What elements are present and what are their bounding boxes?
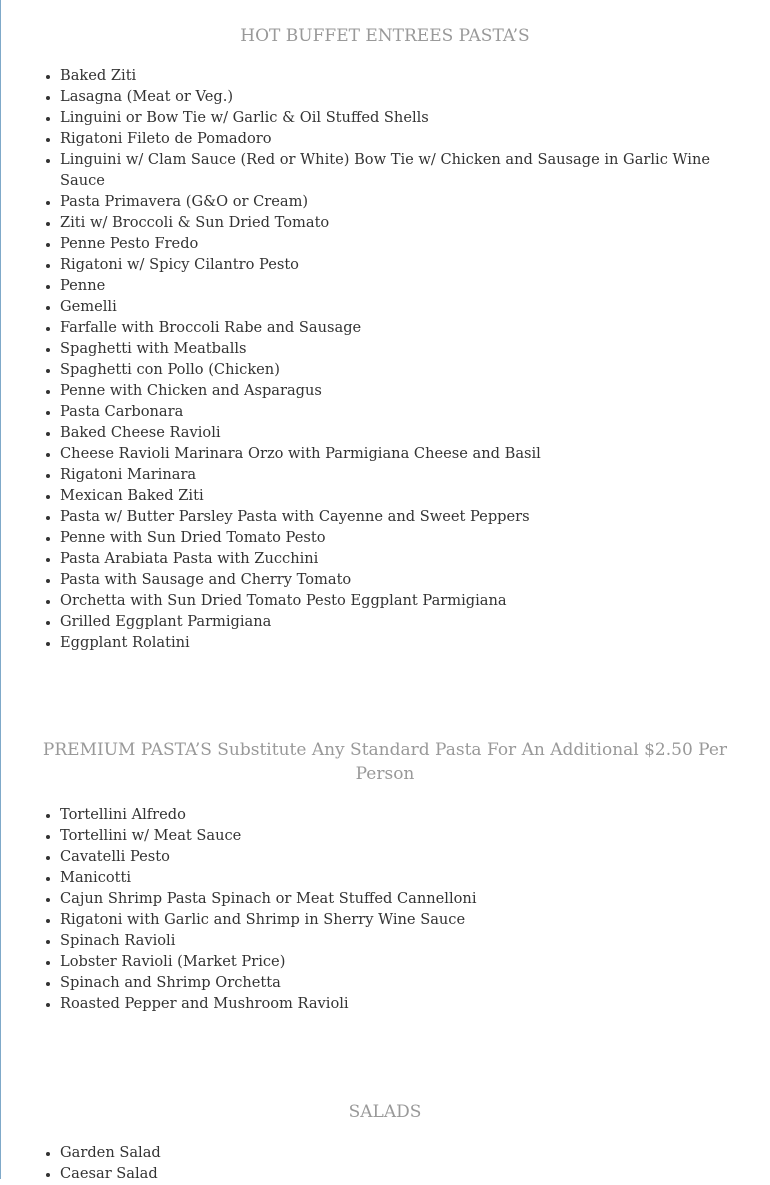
list-item: • Cheese Ravioli Marinara Orzo with Parmigiana Cheese and Basil xyxy=(60,443,770,464)
list-item: • Cavatelli Pesto xyxy=(60,846,770,867)
list-item: • Farfalle with Broccoli Rabe and Sausage xyxy=(60,317,770,338)
hot-buffet-list xyxy=(0,65,770,653)
list-item: • Cajun Shrimp Pasta Spinach or Meat Stuffed Cannelloni xyxy=(60,888,770,909)
salads-heading: SALADS xyxy=(348,1102,422,1122)
premium-pasta-list xyxy=(0,804,770,1014)
list-item: • Penne with Sun Dried Tomato Pesto xyxy=(60,527,770,548)
list-item: • Spaghetti con Pollo (Chicken) xyxy=(60,359,770,380)
list-item: • Baked Ziti xyxy=(60,65,770,86)
list-item: • Penne with Chicken and Asparagus xyxy=(60,380,770,401)
list-item: • Rigatoni with Garlic and Shrimp in Sherry Wine Sauce xyxy=(60,909,770,930)
list-item: • Pasta Primavera (G&O or Cream) xyxy=(60,191,770,212)
list-item: • Tortellini Alfredo xyxy=(60,804,770,825)
list-item: • Lobster Ravioli (Market Price) xyxy=(60,951,770,972)
list-item: • Rigatoni Fileto de Pomadoro xyxy=(60,128,770,149)
list-item: • Spinach and Shrimp Orchetta xyxy=(60,972,770,993)
list-item: • Pasta Carbonara xyxy=(60,401,770,422)
list-item: • Rigatoni Marinara xyxy=(60,464,770,485)
list-item: • Baked Cheese Ravioli xyxy=(60,422,770,443)
list-item: • Orchetta with Sun Dried Tomato Pesto Eggplant Parmigiana xyxy=(60,590,770,611)
list-item: • Caesar Salad xyxy=(60,1163,770,1184)
hot-buffet-heading: HOT BUFFET ENTREES PASTA’S xyxy=(240,26,530,46)
list-item: • Penne xyxy=(60,275,770,296)
list-item: • Mexican Baked Ziti xyxy=(60,485,770,506)
list-item: • Linguini or Bow Tie w/ Garlic & Oil Stuffed Shells xyxy=(60,107,770,128)
list-item: • Spinach Ravioli xyxy=(60,930,770,951)
list-item: • Manicotti xyxy=(60,867,770,888)
premium-pasta-heading: PREMIUM PASTA’S Substitute Any Standard Pasta For An Additional $2.50 Per Person xyxy=(42,740,728,784)
list-item: • Tortellini w/ Meat Sauce xyxy=(60,825,770,846)
list-item: • Penne Pesto Fredo xyxy=(60,233,770,254)
list-item: • Eggplant Rolatini xyxy=(60,632,770,653)
list-item: • Garden Salad xyxy=(60,1142,770,1163)
list-item: • Pasta with Sausage and Cherry Tomato xyxy=(60,569,770,590)
list-item: • Roasted Pepper and Mushroom Ravioli xyxy=(60,993,770,1014)
list-item: • Pasta Arabiata Pasta with Zucchini xyxy=(60,548,770,569)
salads-list xyxy=(0,1142,770,1184)
list-item: • Rigatoni w/ Spicy Cilantro Pesto xyxy=(60,254,770,275)
list-item: • Ziti w/ Broccoli & Sun Dried Tomato xyxy=(60,212,770,233)
list-item: • Grilled Eggplant Parmigiana xyxy=(60,611,770,632)
list-item: • Spaghetti with Meatballs xyxy=(60,338,770,359)
list-item: • Gemelli xyxy=(60,296,770,317)
list-item: • Lasagna (Meat or Veg.) xyxy=(60,86,770,107)
list-item: • Linguini w/ Clam Sauce (Red or White) Bow Tie w/ Chicken and Sausage in Garlic Wine Sauce xyxy=(60,149,770,191)
list-item: • Pasta w/ Butter Parsley Pasta with Cayenne and Sweet Peppers xyxy=(60,506,770,527)
